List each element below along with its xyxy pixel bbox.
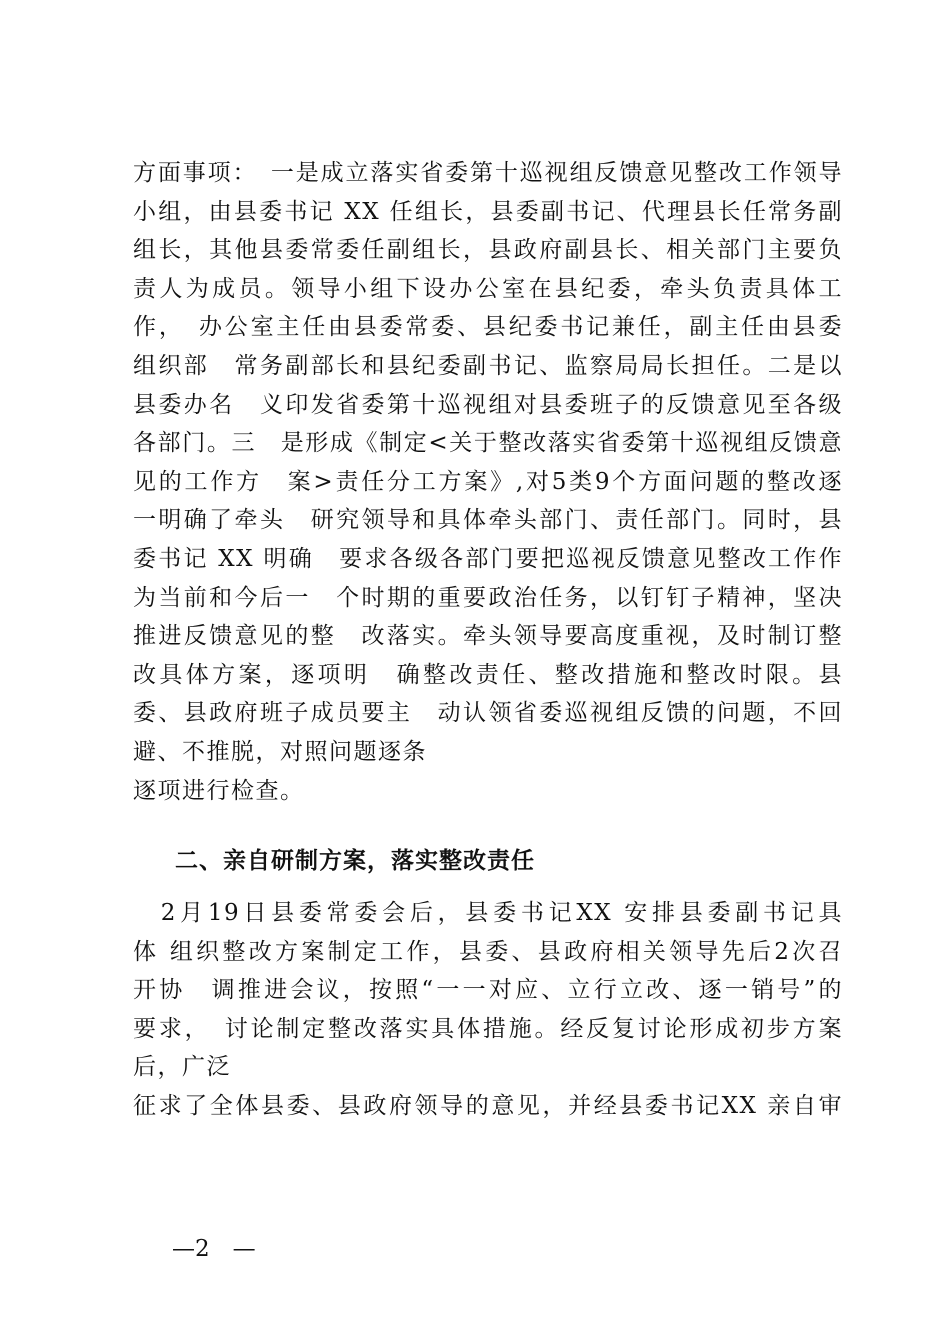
text-line: 避、不推脱，对照问题逐条 (133, 738, 427, 765)
text-line: 体 组织整改方案制定工作，县委、县政府相关领导先后2次召 (133, 938, 843, 965)
text-line: 组织部 常务副部长和县纪委副书记、监察局局长担任。二是以 (133, 352, 843, 379)
text-line: 县委办名 义印发省委第十巡视组对县委班子的反馈意见至各级 (133, 391, 843, 418)
text-line: 征求了全体县委、县政府领导的意见，并经县委书记XX 亲自审 (133, 1092, 843, 1119)
text-line: 开协 调推进会议，按照“一一对应、立行立改、逐一销号”的 (133, 977, 843, 1004)
body-paragraph-1 (133, 154, 843, 810)
text-line: 责人为成员。领导小组下设办公室在县纪委，牵头负责具体工 (133, 275, 843, 302)
text-line: 逐项进行检查。 (133, 777, 305, 804)
text-line: 作， 办公室主任由县委常委、县纪委书记兼任，副主任由县委 (133, 314, 843, 341)
text-line: 各部门。三 是形成《制定<关于整改落实省委第十巡视组反馈意 (133, 430, 843, 457)
text-line: 组长，其他县委常委任副组长，县政府副县长、相关部门主要负 (133, 237, 843, 264)
text-line: 小组，由县委书记 XX 任组长，县委副书记、代理县长任常务副 (133, 198, 843, 225)
text-line: 为当前和今后一 个时期的重要政治任务，以钉钉子精神，坚决 (133, 584, 843, 611)
page-number: —2 — (172, 1236, 256, 1262)
text-line: 一明确了牵头 研究领导和具体牵头部门、责任部门。同时，县 (133, 507, 843, 534)
text-line: 方面事项： 一是成立落实省委第十巡视组反馈意见整改工作领导 (133, 160, 843, 186)
text-line: 2月19日县委常委会后，县委书记XX 安排县委副书记具 (133, 900, 843, 926)
text-line: 见的工作方 案>责任分工方案》,对5类9个方面问题的整改逐 (133, 468, 843, 495)
text-line: 委、县政府班子成员要主 动认领省委巡视组反馈的问题，不回 (133, 700, 843, 727)
section-heading: 二、亲自研制方案，落实整改责任 (175, 848, 535, 874)
body-paragraph-2 (133, 894, 843, 1126)
text-line: 后，广泛 (133, 1054, 231, 1081)
text-line: 改具体方案，逐项明 确整改责任、整改措施和整改时限。县 (133, 661, 843, 688)
text-line: 要求， 讨论制定整改落实具体措施。经反复讨论形成初步方案 (133, 1015, 843, 1042)
text-line: 推进反馈意见的整 改落实。牵头领导要高度重视，及时制订整 (133, 623, 843, 650)
text-line: 委书记 XX 明确 要求各级各部门要把巡视反馈意见整改工作作 (133, 545, 843, 572)
